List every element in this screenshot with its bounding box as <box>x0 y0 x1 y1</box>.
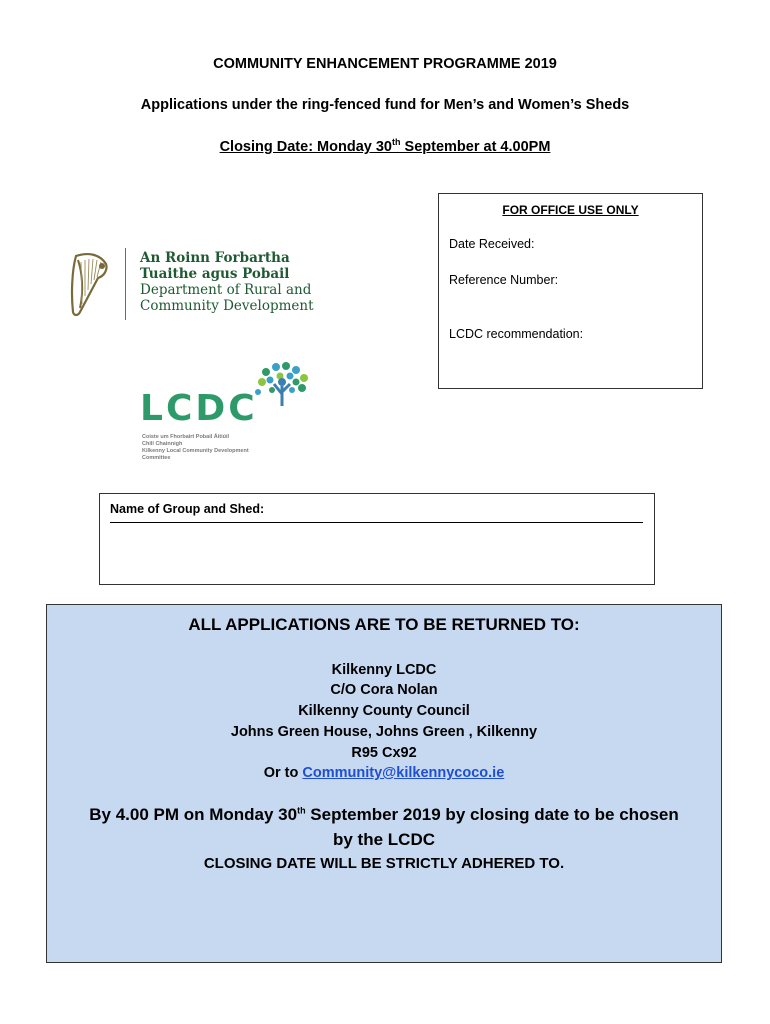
closing-date-prefix: Closing Date: Monday 30 <box>219 139 392 155</box>
group-name-box <box>99 493 655 585</box>
closing-statement-line-1 <box>47 805 721 825</box>
lcdc-logo <box>140 360 320 465</box>
address-line-4: Johns Green House, Johns Green , Kilkenny <box>230 724 538 740</box>
tree-icon <box>252 360 312 410</box>
lcdc-wordmark: LCDC <box>140 388 258 429</box>
dept-line-3: Department of Rural and <box>140 282 312 298</box>
group-name-label: Name of Group and Shed: <box>110 502 265 516</box>
group-name-line[interactable] <box>110 522 643 523</box>
page-subtitle: Applications under the ring-fenced fund for Men’s and Women’s Sheds <box>140 97 630 113</box>
address-line-1: Kilkenny LCDC <box>331 662 437 678</box>
return-heading: ALL APPLICATIONS ARE TO BE RETURNED TO: <box>188 615 580 634</box>
or-to-label: Or to <box>263 765 303 781</box>
closing-date-sup: th <box>392 137 401 148</box>
office-use-title: FOR OFFICE USE ONLY <box>502 203 639 217</box>
closing-date-line <box>0 139 770 155</box>
lcdc-sub-2: Chill Chainnigh <box>142 441 183 447</box>
address-line-5: R95 Cx92 <box>351 745 417 761</box>
logo-divider <box>125 248 126 320</box>
department-logo <box>68 244 328 324</box>
closing-statement-line-2: by the LCDC <box>333 830 435 849</box>
dept-line-4: Community Development <box>140 298 314 314</box>
office-use-box <box>438 193 703 389</box>
dept-line-2: Tuaithe agus Pobail <box>140 266 290 282</box>
lcdc-sub-3: Kilkenny Local Community Development <box>142 448 249 454</box>
email-link[interactable]: Community@kilkennycoco.ie <box>302 765 505 781</box>
return-address-box <box>46 604 722 963</box>
closing-statement-sup: th <box>297 805 306 816</box>
lcdc-recommendation-label: LCDC recommendation: <box>449 327 584 341</box>
dept-line-1: An Roinn Forbartha <box>140 250 290 266</box>
reference-number-label: Reference Number: <box>449 273 559 287</box>
address-line-3: Kilkenny County Council <box>298 703 470 719</box>
closing-statement-prefix: By 4.00 PM on Monday 30 <box>89 805 298 824</box>
closing-statement-suffix: September 2019 by closing date to be chosen <box>305 805 679 824</box>
lcdc-sub-4: Committee <box>142 455 171 461</box>
harp-icon <box>68 250 112 320</box>
page-title: COMMUNITY ENHANCEMENT PROGRAMME 2019 <box>213 56 557 72</box>
strict-notice: CLOSING DATE WILL BE STRICTLY ADHERED TO. <box>203 855 565 872</box>
email-line <box>47 765 721 781</box>
lcdc-sub-1: Coiste um Fhorbairt Pobail Áitiúil <box>142 434 230 440</box>
address-line-2: C/O Cora Nolan <box>330 682 438 698</box>
date-received-label: Date Received: <box>449 237 535 251</box>
closing-date-suffix: September at 4.00PM <box>400 139 551 155</box>
